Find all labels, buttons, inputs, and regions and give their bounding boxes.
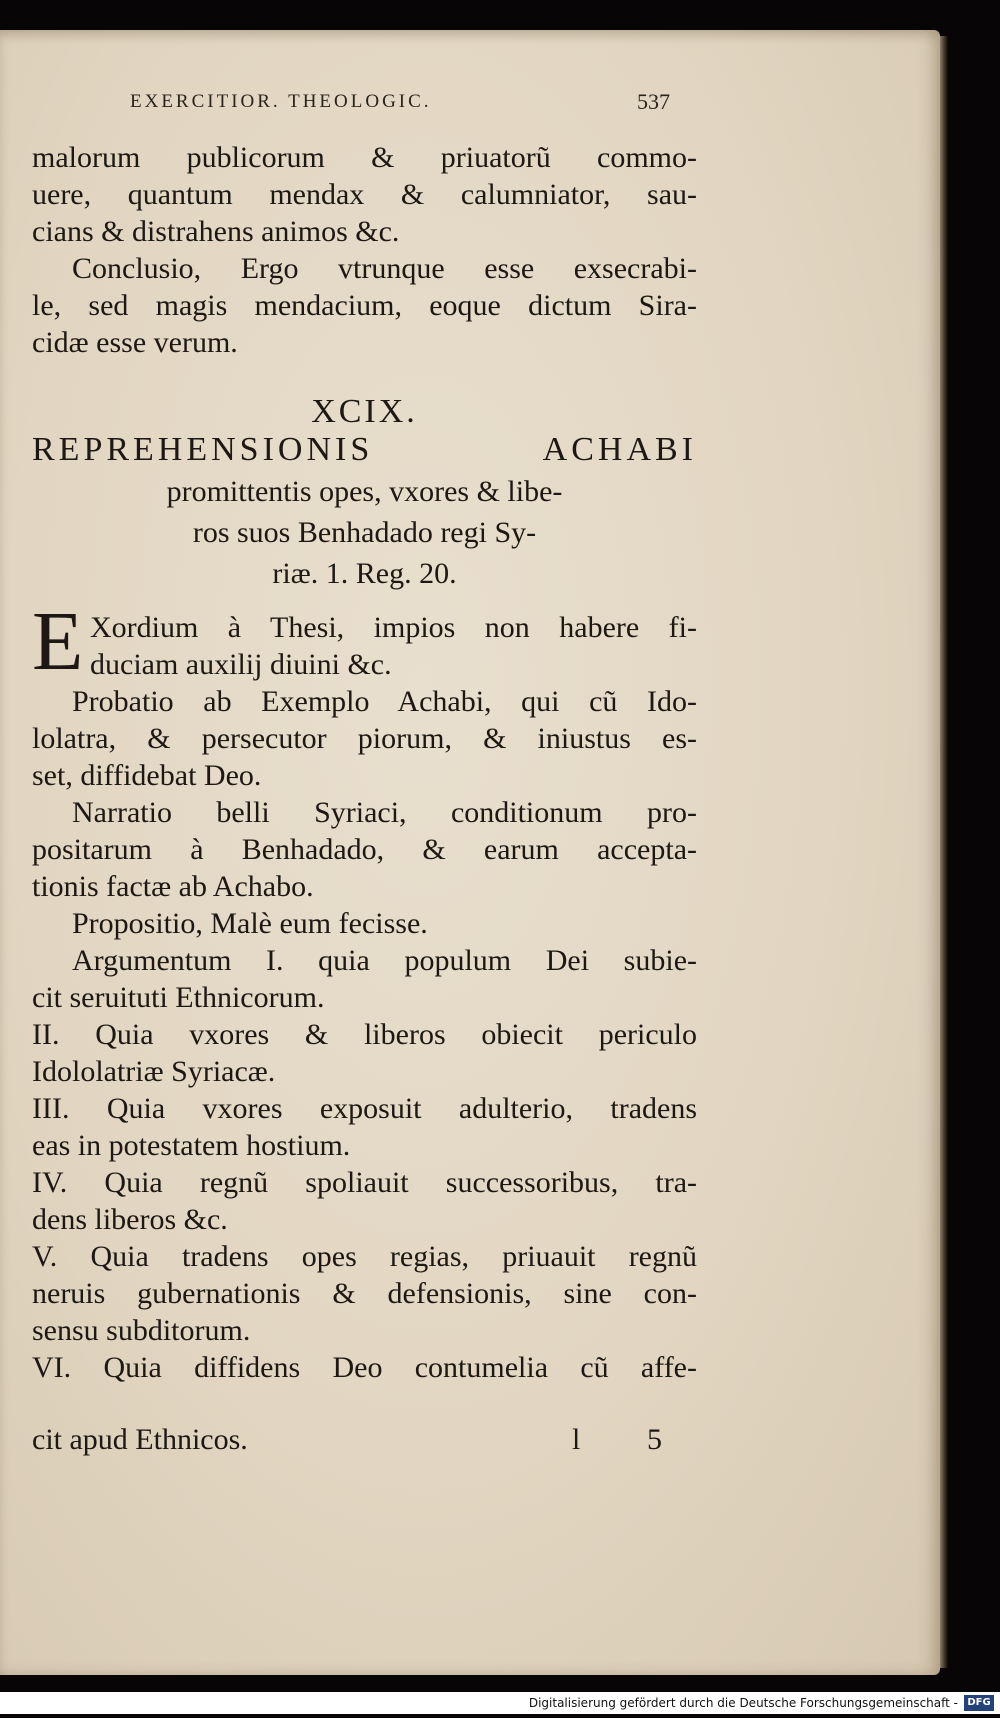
drop-cap: E: [32, 595, 84, 688]
text-line: tionis factæ ab Achabo.: [32, 870, 314, 903]
text-line: le, sed magis mendacium, eoque dictum Sira-: [32, 289, 697, 322]
text-line: Idololatriæ Syriacæ.: [32, 1055, 276, 1088]
text-line: eas in potestatem hostium.: [32, 1129, 351, 1162]
section-heading-line: promittentis opes, vxores & libe-: [166, 475, 563, 508]
text-line: Xordium à Thesi, impios non habere fi-: [90, 611, 697, 644]
text-line: Narratio belli Syriaci, conditionum pro-: [72, 796, 697, 829]
text-line: VI. Quia diffidens Deo contumelia cũ affe-: [32, 1351, 697, 1384]
running-head-title: EXERCITIOR. THEOLOGIC.: [130, 91, 432, 112]
text-line: lolatra, & persecutor piorum, & iniustus es-: [32, 722, 697, 755]
text-line: malorum publicorum & priuatorũ commo-: [32, 141, 697, 174]
text-line: cians & distrahens animos &c.: [32, 215, 400, 248]
dfg-logo-icon: DFG: [964, 1695, 994, 1711]
section-heading-line: ros suos Benhadado regi Sy-: [192, 516, 537, 549]
text-line: Argumentum I. quia populum Dei subie-: [72, 944, 697, 977]
text-line: sensu subditorum.: [32, 1314, 251, 1347]
text-line: V. Quia tradens opes regias, priuauit regnũ: [32, 1240, 697, 1273]
section-heading: REPREHENSIONIS ACHABI: [32, 431, 697, 468]
footer-credit: Digitalisierung gefördert durch die Deutsche Forschungsgemeinschaft -: [528, 1696, 958, 1710]
text-line: Conclusio, Ergo vtrunque esse exsecrabi-: [72, 252, 697, 285]
section-numeral: XCIX.: [311, 393, 418, 430]
text-line: cit apud Ethnicos.: [32, 1423, 248, 1456]
text-line: cidæ esse verum.: [32, 326, 238, 359]
text-line: Probatio ab Exemplo Achabi, qui cũ Ido-: [72, 685, 697, 718]
digitization-footer: [0, 1692, 1000, 1714]
text-line: IV. Quia regnũ spoliauit successoribus, tra-: [32, 1166, 697, 1199]
text-line: duciam auxilij diuini &c.: [90, 648, 392, 681]
running-head: [130, 84, 670, 120]
text-line: uere, quantum mendax & calumniator, sau-: [32, 178, 697, 211]
text-line: cit seruituti Ethnicorum.: [32, 981, 325, 1014]
text-line: III. Quia vxores exposuit adulterio, tradens: [32, 1092, 697, 1125]
text-line: II. Quia vxores & liberos obiecit periculo: [32, 1018, 697, 1051]
signature-letter: l: [572, 1423, 581, 1456]
text-line: set, diffidebat Deo.: [32, 759, 262, 792]
section-heading-line: riæ. 1. Reg. 20.: [272, 557, 457, 590]
book-page: [0, 30, 940, 1675]
text-line: Propositio, Malè eum fecisse.: [72, 907, 428, 940]
text-line: dens liberos &c.: [32, 1203, 228, 1236]
page-number: 537: [637, 89, 670, 114]
text-line: neruis gubernationis & defensionis, sine con-: [32, 1277, 697, 1310]
text-line: positarum à Benhadado, & earum accepta-: [32, 833, 697, 866]
signature-number: 5: [647, 1423, 662, 1456]
signature-mark: [572, 1422, 662, 1458]
page-edge: [940, 36, 948, 1668]
